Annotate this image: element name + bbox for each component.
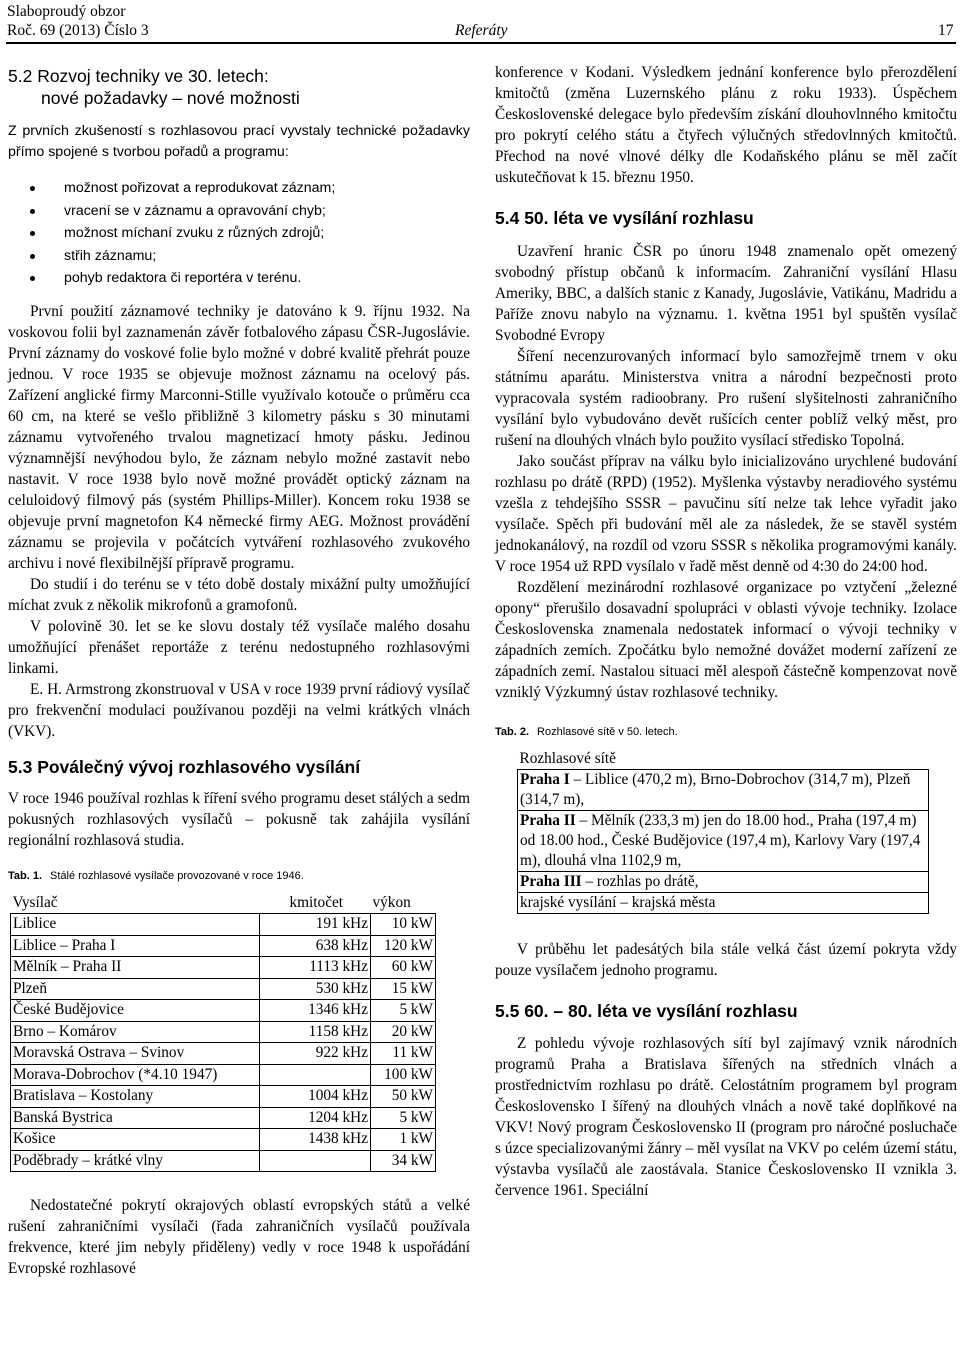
table-1-header-transmitter: Vysílač [11, 893, 260, 914]
paragraph-jamming: Šíření necenzurovaných informací bylo samozřejmě trnem v oku státnímu aparátu. Ministerstva vnitra a národní bezpečnosti proto vypracovala systém radioobrany. Pro rušení slyšitelnosti zahraničního vysílání bylo vybudováno devět rušících center poblíž velký měst, pro rušení na dlouhých vlnách bylo použito vysílací středisko Topolná. [495, 348, 957, 449]
transmitter-cell: Moravská Ostrava – Svinov [11, 1043, 260, 1065]
requirement-text: střih záznamu; [64, 247, 157, 264]
requirement-item [8, 245, 470, 268]
table-row [11, 957, 436, 979]
requirement-text: možnost míchaní zvuku z různých zdrojů; [64, 225, 325, 241]
network-name: Praha III [520, 873, 582, 890]
transmitter-cell: České Budějovice [11, 1000, 260, 1022]
table-row [11, 1064, 436, 1086]
table-row [11, 1086, 436, 1108]
left-column [8, 60, 470, 1279]
table-row [11, 1150, 436, 1172]
issue-info: Roč. 69 (2013) Číslo 3 [7, 22, 149, 39]
paragraph-iron-curtain: Rozdělení mezinárodní rozhlasové organizace po vztyčení „železné opony“ přerušilo dosavadní spolupráci v oblasti vývoje techniky. Izolace Československa znamenala nedostatek informací o vývoji techniky v západních zemích. Zpočátku bylo nemožné dovážet moderní zařízení ze západních zemí. Nastalou situaci měl alespoň částečně kompenzovat nově vzniklý Výzkumný ústav rozhlasové techniky. [495, 579, 957, 701]
bullet-icon [30, 231, 35, 236]
intro-paragraph: Z prvních zkušeností s rozhlasovou prací vyvstaly technické požadavky přímo spojené s tvorbou pořadů a programu: [8, 123, 470, 160]
table-row [11, 1021, 436, 1043]
table-row [518, 770, 929, 811]
table-1-label: Tab. 1. [8, 869, 43, 882]
table-row [11, 1043, 436, 1065]
paragraph-transmitters: V polovině 30. let se ke slovu dostaly též vysílače malého dosahu umožňující přenášet reportáže z terénu nedostupného rozhlasovými linkami. [8, 617, 470, 677]
bullet-icon [30, 254, 35, 259]
transmitter-cell: Košice [11, 1129, 260, 1151]
table-1-header-row [11, 893, 436, 914]
network-cell [518, 811, 929, 872]
table-2-caption [495, 725, 957, 739]
frequency-cell: 191 kHz [260, 914, 371, 936]
transmitter-cell: Liblice [11, 914, 260, 936]
paragraph-conference: konference v Kodani. Výsledkem jednání konference bylo přerozdělení kmitočtů (změna Luzernského plánu z roku 1933). Úspěchem Československé delegace bylo především získání dlouhovlnného kmitočtu pro pokrytí celého státu a čtyřech výlučných středovlnných kmitočtů. Přechod na nové vlnové délky dle Kodaňského plánu se měl začít uskutečňovat k 15. březnu 1950. [495, 64, 957, 186]
table-2 [517, 749, 929, 914]
heading-5-2-line1: 5.2 Rozvoj techniky ve 30. letech: [8, 66, 269, 86]
network-description: – rozhlas po drátě, [581, 873, 699, 890]
transmitter-cell: Banská Bystrica [11, 1107, 260, 1129]
network-name: Praha I [520, 771, 570, 788]
paragraph-fifties: V průběhu let padesátých bila stále velká část území pokryta vždy pouze vysílačem jednoho programu. [495, 941, 957, 979]
table-2-caption-text: Rozhlasové sítě v 50. letech. [537, 726, 678, 738]
transmitter-cell: Mělník – Praha II [11, 957, 260, 979]
network-description: – Liblice (470,2 m), Brno-Dobrochov (314,7 m), Plzeň (314,7 m), [520, 771, 911, 808]
frequency-cell: 638 kHz [260, 935, 371, 957]
table-1-caption-text: Stálé rozhlasové vysílače provozované v roce 1946. [50, 869, 304, 882]
frequency-cell: 922 kHz [260, 1043, 371, 1065]
frequency-cell: 1346 kHz [260, 1000, 371, 1022]
table-1 [10, 893, 436, 1173]
table-2-header: Rozhlasové sítě [518, 749, 929, 770]
frequency-cell [260, 1064, 371, 1086]
power-cell: 11 kW [371, 1043, 436, 1065]
paragraph-recording: První použití záznamové techniky je datováno k 9. říjnu 1932. Na voskovou folii byl zaznamenán závěr fotbalového zápasu ČSR-Jugoslávie. První záznamy do voskové folie bylo možné v dobré kvalitě přehrát pouze jednou. V roce 1935 se objevuje možnost záznamu na ocelový pás. Zařízení anglické firmy Marconni-Stille využívalo kotouče o průměru cca 60 cm, na které se vešlo přibližně 3 kilometry pásku s 30 minutami záznamu vytvořeného trvalou magnetizací hmoty pásku. Jedinou významnější nevýhodou bylo, že záznam nebylo možné zastavit nebo nastavit. V roce 1938 bylo nově možné provádět optický záznam na celuloidový filmový pás (systém Phillips-Miller). Koncem roku 1938 se objevuje první magnetofon K4 německé firmy AEG. Možnost provádění záznamu se projevila v počátcích vytváření rozhlasového zvukového archivu i nové flexibilnější přípravě programu. [8, 302, 470, 572]
journal-name: Slaboproudý obzor [7, 3, 126, 20]
table-row [11, 935, 436, 957]
paragraph-national-programs: Z pohledu vývoje rozhlasových sítí byl zajímavý vznik národních programů Praha a Bratislava šířených na středních vlnách a prostřednictvím rozhlasu po drátě. Celostátním programem byl program Československo I šířený na dlouhých vlnách a nově také doplňkové na VKV! Nový program Československo II (program pro náročné posluchače s úzce specializovanými žánry – měl vysílat na VKV po celém území státu, výstavba vysílačů ale zaostávala. Stanice Československo II vznikla 3. července 1961. Speciální [495, 1035, 957, 1199]
table-row [518, 893, 929, 914]
requirement-text: vracení se v záznamu a opravování chyb; [64, 202, 326, 219]
requirement-text: pohyb redaktora či reportéra v terénu. [64, 270, 302, 286]
transmitter-cell: Plzeň [11, 978, 260, 1000]
paragraph-border: Uzavření hranic ČSR po únoru 1948 znamenalo opět omezený svobodný přístup občanů k informacím. Zahraniční vysílání Hlasu Ameriky, BBC, a dalších stanic z Kanady, Jugoslávie, Vatikánu, Madridu a Paříže znovu nabylo na významu. 1. května 1951 byl spuštěn vysílač Svobodné Evropy [495, 243, 957, 344]
frequency-cell [260, 1150, 371, 1172]
frequency-cell: 1438 kHz [260, 1129, 371, 1151]
power-cell: 60 kW [371, 957, 436, 979]
frequency-cell: 1204 kHz [260, 1107, 371, 1129]
paragraph-wired-radio: Jako součást příprav na válku bylo inicializováno urychlené budování rozhlasu po drátě (RPD) (1952). Myšlenka výstavby neradiového systému vzešla z tehdejšího SSSR – pavučinu sítí nelze tak lehce vyřadit jako vysílače. Spěch při budování měl ale za následek, že se stavěl systém jednokanálový, na rozdíl od vzoru SSSR s několika programovými kanály. V roce 1954 už RPD vysílalo v řadě měst denně od 4:30 do 24:00 hod. [495, 453, 957, 575]
power-cell: 10 kW [371, 914, 436, 936]
power-cell: 50 kW [371, 1086, 436, 1108]
right-column [495, 60, 957, 1201]
table-1-header-frequency: kmitočet [260, 893, 371, 914]
heading-5-2 [8, 65, 470, 109]
requirement-item [8, 267, 470, 290]
paragraph-1946: V roce 1946 používal rozhlas k říření svého programu deset stálých a sedm pokusných rozhlasových vysílačů – pokusně tak zahájila vysílání regionální rozhlasová studia. [8, 789, 470, 849]
frequency-cell: 530 kHz [260, 978, 371, 1000]
power-cell: 5 kW [371, 1000, 436, 1022]
table-2-label: Tab. 2. [495, 726, 530, 738]
bullet-icon [30, 276, 35, 281]
page-number: 17 [938, 22, 954, 39]
table-1-caption [8, 869, 470, 883]
power-cell: 15 kW [371, 978, 436, 1000]
network-description: krajské vysílání – krajská města [520, 894, 716, 911]
heading-5-4: 5.4 50. léta ve vysílání rozhlasu [495, 208, 754, 228]
transmitter-cell: Poděbrady – krátké vlny [11, 1150, 260, 1172]
power-cell: 100 kW [371, 1064, 436, 1086]
requirement-item [8, 200, 470, 223]
network-cell [518, 770, 929, 811]
paragraph-copenhagen: Nedostatečné pokrytí okrajových oblastí evropských států a velké rušení zahraničními vysílači (řada zahraničních vysílačů používala frekvence, které jim nebyly přiděleny) vedly v roce 1948 k uspořádání Evropské rozhlasové [8, 1197, 470, 1277]
requirement-item [8, 222, 470, 245]
section-name: Referáty [455, 22, 508, 39]
table-row [11, 1107, 436, 1129]
power-cell: 5 kW [371, 1107, 436, 1129]
table-row [11, 1000, 436, 1022]
header-rule [6, 42, 956, 44]
requirement-item [8, 177, 470, 200]
power-cell: 20 kW [371, 1021, 436, 1043]
transmitter-cell: Bratislava – Kostolany [11, 1086, 260, 1108]
requirements-list [8, 177, 470, 290]
network-description: – Mělník (233,3 m) jen do 18.00 hod., Praha (197,4 m) od 18.00 hod., České Budějovice (197,4 m), Karlovy Vary (197,4 m), dlouhá vlna 1102,9 m, [520, 812, 921, 869]
transmitter-cell: Liblice – Praha I [11, 935, 260, 957]
transmitter-cell: Morava-Dobrochov (*4.10 1947) [11, 1064, 260, 1086]
heading-5-5: 5.5 60. – 80. léta ve vysílání rozhlasu [495, 1001, 798, 1021]
frequency-cell: 1113 kHz [260, 957, 371, 979]
transmitter-cell: Brno – Komárov [11, 1021, 260, 1043]
table-row [518, 811, 929, 872]
table-row [11, 914, 436, 936]
bullet-icon [30, 209, 35, 214]
frequency-cell: 1158 kHz [260, 1021, 371, 1043]
power-cell: 120 kW [371, 935, 436, 957]
power-cell: 1 kW [371, 1129, 436, 1151]
power-cell: 34 kW [371, 1150, 436, 1172]
requirement-text: možnost pořizovat a reprodukovat záznam; [64, 180, 336, 196]
frequency-cell: 1004 kHz [260, 1086, 371, 1108]
table-2-header-row [518, 749, 929, 770]
table-row [11, 978, 436, 1000]
network-cell [518, 893, 929, 914]
table-1-header-power: výkon [371, 893, 436, 914]
table-row [11, 1129, 436, 1151]
heading-5-3: 5.3 Poválečný vývoj rozhlasového vysílání [8, 756, 361, 777]
paragraph-armstrong: E. H. Armstrong zkonstruoval v USA v roce 1939 první rádiový vysílač pro frekvenční modulaci používanou později na velmi krátkých vlnách (VKV). [8, 680, 470, 740]
heading-5-2-line2: nové požadavky – nové možnosti [41, 88, 300, 108]
network-name: Praha II [520, 812, 576, 829]
table-row [518, 872, 929, 893]
bullet-icon [30, 186, 35, 191]
network-cell [518, 872, 929, 893]
paragraph-mixing: Do studií i do terénu se v této době dostaly mixážní pulty umožňující míchat zvuk z několik mikrofonů a gramofonů. [8, 575, 470, 614]
